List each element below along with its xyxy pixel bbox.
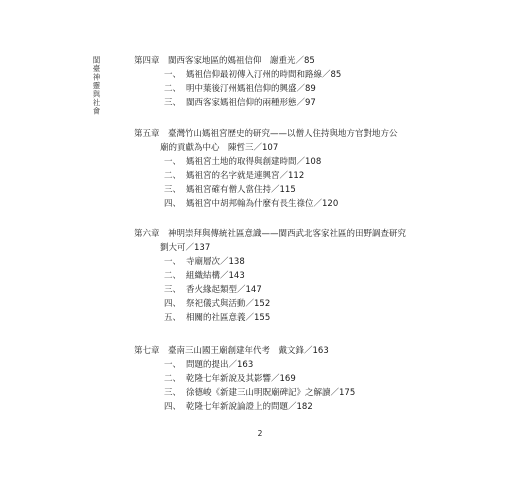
section-title: 組織結構／143 [186, 271, 245, 281]
chapter-heading-continuation: 劉大可／137 [160, 243, 211, 253]
section-title: 媽祖信仰最初傳入汀州的時間和路線／85 [186, 70, 342, 80]
section-item [134, 297, 434, 311]
section-title: 乾隆七年新說及其影響／169 [186, 374, 296, 384]
section-title: 問題的提出／163 [186, 360, 254, 370]
chapter-6 [134, 227, 434, 325]
page-number: 2 [257, 429, 263, 438]
running-head-vertical: 閩臺神靈與社會 [92, 56, 101, 116]
section-mark: 二、 [164, 374, 182, 384]
section-mark: 一、 [164, 257, 182, 267]
chapter-7 [134, 344, 434, 414]
section-item [134, 358, 434, 372]
section-mark: 二、 [164, 171, 182, 181]
chapter-heading-line: 第四章 閩西客家地區的媽祖信仰 謝重光／85 [134, 56, 315, 66]
table-of-contents [134, 54, 434, 414]
section-item [134, 269, 434, 283]
section-title: 徐德峻《新建三山明貺廟碑記》之解讀／175 [186, 388, 356, 398]
chapter-heading [134, 127, 434, 155]
section-title: 明中葉後汀州媽祖信仰的興盛／89 [186, 84, 316, 94]
section-mark: 五、 [164, 313, 182, 323]
section-mark: 二、 [164, 271, 182, 281]
section-title: 祭祀儀式與活動／152 [186, 299, 271, 309]
section-title: 相關的社區意義／155 [186, 313, 271, 323]
section-title: 媽祖宮確有僧人當住持／115 [186, 185, 296, 195]
chapter-heading-line: 第六章 神明崇拜與傳統社區意識——閩西武北客家社區的田野調查研究 [134, 229, 407, 239]
section-item [134, 155, 434, 169]
section-item [134, 197, 434, 211]
section-item [134, 82, 434, 96]
section-mark: 三、 [164, 388, 182, 398]
section-item [134, 400, 434, 414]
chapter-heading-continuation: 廟的貢獻為中心 陳哲三／107 [160, 143, 279, 153]
section-item [134, 386, 434, 400]
section-title: 閩西客家媽祖信仰的兩種形態／97 [186, 98, 316, 108]
section-mark: 三、 [164, 185, 182, 195]
chapter-heading [134, 344, 434, 358]
section-item [134, 372, 434, 386]
section-mark: 二、 [164, 84, 182, 94]
chapter-heading [134, 227, 434, 255]
section-item [134, 283, 434, 297]
section-mark: 四、 [164, 299, 182, 309]
section-title: 媽祖宮的名字就是連興宮／112 [186, 171, 305, 181]
section-title: 媽祖宮土地的取得與創建時間／108 [186, 157, 322, 167]
chapter-5 [134, 127, 434, 211]
section-mark: 一、 [164, 70, 182, 80]
section-mark: 四、 [164, 199, 182, 209]
section-title: 寺廟層次／138 [186, 257, 245, 267]
chapter-heading-line: 第五章 臺灣竹山媽祖宮歷史的研究——以僧人住持與地方官對地方公 [134, 129, 398, 139]
section-item [134, 255, 434, 269]
section-mark: 一、 [164, 360, 182, 370]
section-title: 媽祖宮中胡邦翰為什麼有長生祿位／120 [186, 199, 339, 209]
section-item [134, 183, 434, 197]
section-title: 香火緣起類型／147 [186, 285, 262, 295]
chapter-4 [134, 54, 434, 110]
chapter-heading [134, 54, 434, 68]
chapter-heading-line: 第七章 臺南三山國王廟創建年代考 戴文鋒／163 [134, 346, 329, 356]
section-mark: 一、 [164, 157, 182, 167]
section-item [134, 169, 434, 183]
section-mark: 四、 [164, 402, 182, 412]
section-item [134, 68, 434, 82]
section-mark: 三、 [164, 285, 182, 295]
section-title: 乾隆七年新說論證上的問題／182 [186, 402, 313, 412]
section-mark: 三、 [164, 98, 182, 108]
section-item [134, 311, 434, 325]
section-item [134, 96, 434, 110]
